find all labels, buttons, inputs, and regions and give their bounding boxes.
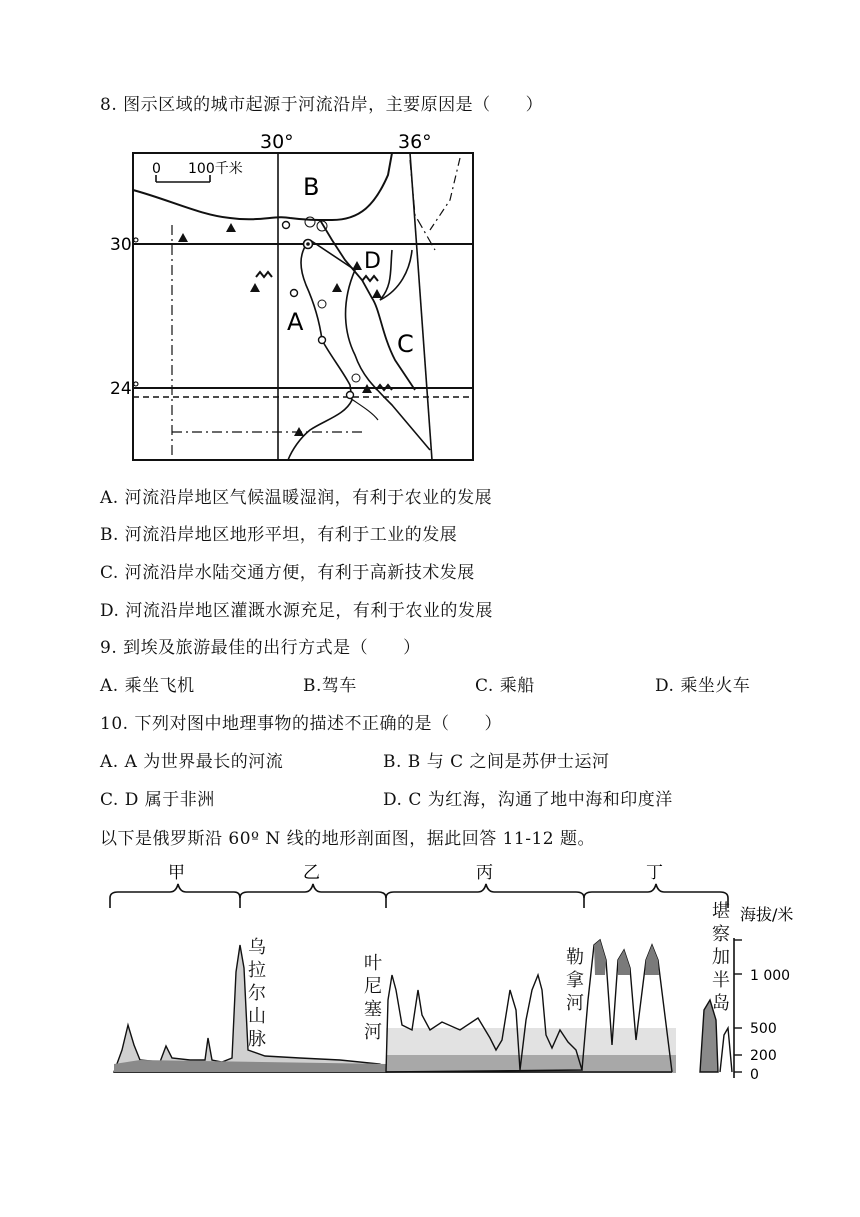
tick-500: 500 — [750, 1021, 777, 1037]
region-ding: 丁 — [646, 863, 663, 883]
label-yenisei-river: 叶尼塞河 — [364, 953, 382, 1043]
axis-title: 海拔/米 — [740, 905, 794, 924]
tick-200: 200 — [750, 1048, 777, 1064]
q10-option-b: B. B 与 C 之间是苏伊士运河 — [383, 752, 610, 772]
lat-24-label: 24° — [110, 379, 141, 399]
map-label-d: D — [364, 249, 381, 274]
q10-option-c: C. D 属于非洲 — [100, 790, 215, 810]
label-kamchatka: 堪察加半岛 — [712, 901, 730, 1014]
question-9-stem: 9. 到埃及旅游最佳的出行方式是（ ） — [100, 638, 421, 658]
q9-option-b: B.驾车 — [303, 676, 357, 696]
scale-zero: 0 — [152, 161, 161, 177]
region-bing: 丙 — [476, 863, 493, 883]
q8-option-d: D. 河流沿岸地区灌溉水源充足，有利于农业的发展 — [100, 601, 493, 621]
tick-1000: 1 000 — [750, 968, 791, 984]
label-ural-mountains: 乌拉尔山脉 — [248, 937, 266, 1050]
region-yi: 乙 — [303, 863, 320, 883]
q9-option-c: C. 乘船 — [475, 676, 535, 696]
question-10-stem: 10. 下列对图中地理事物的描述不正确的是（ ） — [100, 714, 502, 734]
q9-option-a: A. 乘坐飞机 — [100, 676, 195, 696]
q8-option-c: C. 河流沿岸水陆交通方便，有利于高新技术发展 — [100, 563, 475, 583]
map-label-b: B — [303, 173, 320, 201]
lat-30-label: 30° — [110, 235, 141, 255]
question-8-stem: 8. 图示区域的城市起源于河流沿岸，主要原因是（ ） — [100, 95, 544, 115]
q8-option-a: A. 河流沿岸地区气候温暖湿润，有利于农业的发展 — [100, 488, 493, 508]
map-label-a: A — [287, 308, 304, 336]
profile-intro: 以下是俄罗斯沿 60º N 线的地形剖面图，据此回答 11-12 题。 — [100, 829, 596, 849]
lon-36-label: 36° — [398, 131, 432, 153]
label-lena-river: 勒拿河 — [566, 947, 584, 1014]
q8-option-b: B. 河流沿岸地区地形平坦，有利于工业的发展 — [100, 525, 458, 545]
tick-0: 0 — [750, 1067, 759, 1083]
scale-label: 100千米 — [188, 161, 243, 177]
q9-option-d: D. 乘坐火车 — [655, 676, 751, 696]
q10-option-a: A. A 为世界最长的河流 — [100, 752, 284, 772]
region-jia: 甲 — [168, 863, 185, 883]
egypt-map — [110, 120, 490, 465]
map-label-c: C — [397, 330, 414, 358]
lon-30-label: 30° — [260, 131, 294, 153]
q10-option-d: D. C 为红海，沟通了地中海和印度洋 — [383, 790, 673, 810]
